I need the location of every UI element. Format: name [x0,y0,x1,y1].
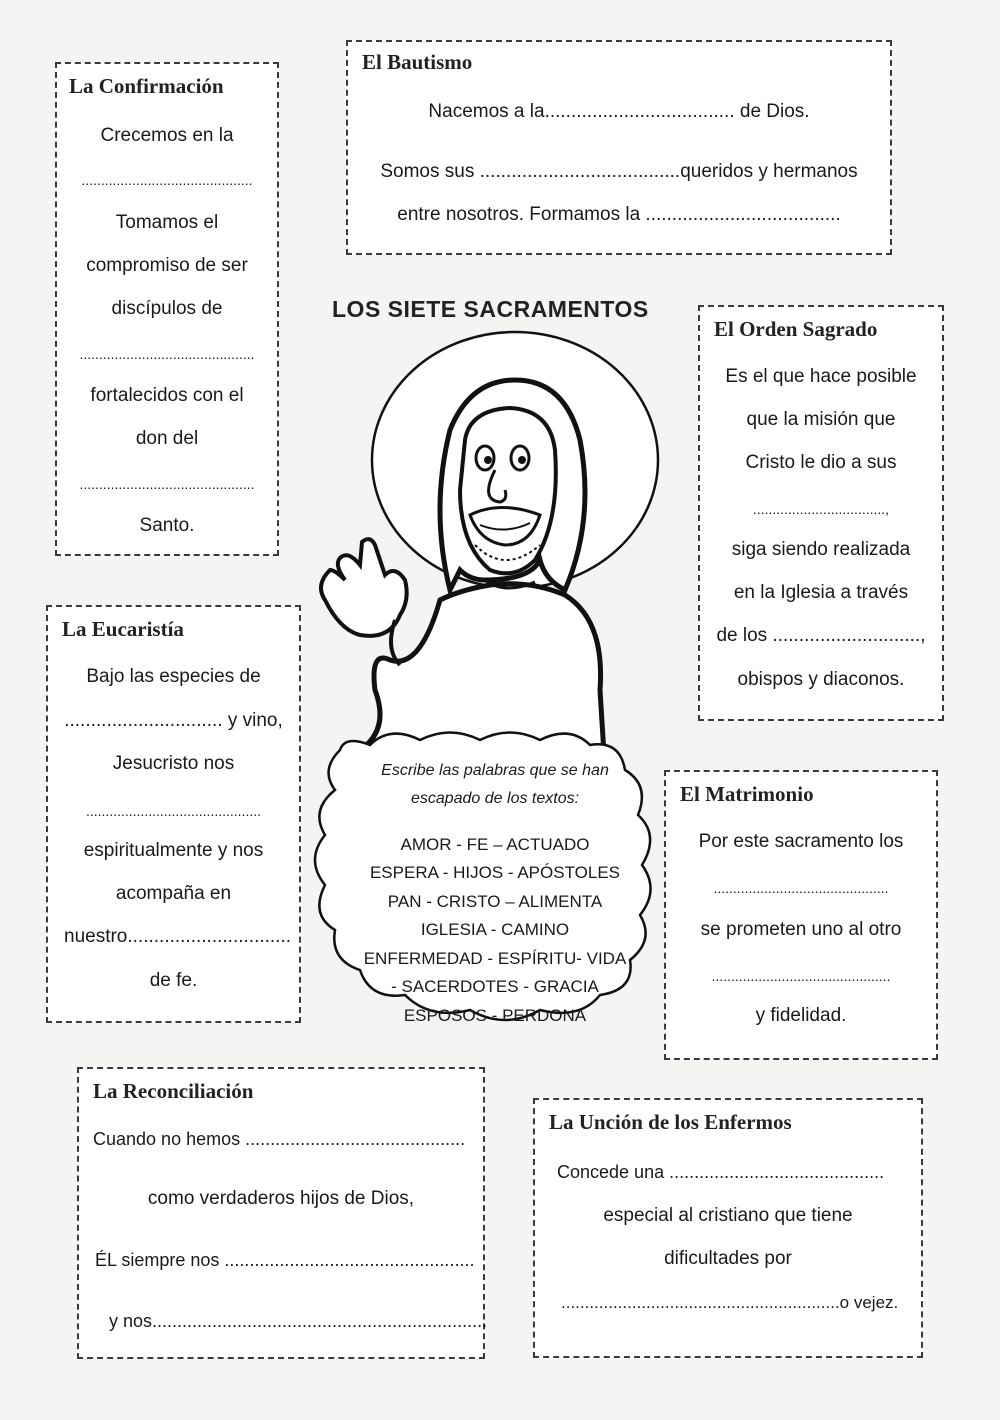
eucaristia-box [46,605,301,1023]
confirmacion-line: Crecemos en la [100,125,234,146]
word-bank-line: ESPERA - HIJOS - APÓSTOLES [369,863,621,882]
orden-line: obispos y diaconos. [737,669,905,690]
bautismo-line: Somos sus ......................................queridos y hermanos [380,161,858,182]
eucaristia-line: Bajo las especies de [86,666,261,687]
eucaristia-heading: La Eucaristía [62,617,184,641]
confirmacion-blank[interactable]: ............................................. [79,476,255,492]
matrimonio-heading: El Matrimonio [680,782,814,806]
eucaristia-blank[interactable]: nuestro............................... [64,926,292,947]
word-bank-line: ESPOSOS - PERDONA [403,1006,587,1025]
eucaristia-line: Jesucristo nos [112,753,235,774]
confirmacion-line: discípulos de [111,298,223,319]
eucaristia-blank[interactable]: ............................................. [85,803,262,819]
uncion-line[interactable]: Concede una ........................................... [557,1162,885,1182]
uncion-line: dificultades por [664,1248,792,1269]
reconciliacion-box [77,1067,488,1359]
matrimonio-line: se prometen uno al otro [700,919,902,940]
uncion-line[interactable]: ...........................................................o vejez. [561,1293,899,1312]
word-bank-line: - SACERDOTES - GRACIA [391,977,599,996]
confirmacion-line: Santo. [139,515,195,536]
matrimonio-line: Por este sacramento los [698,831,904,852]
orden-line: en la Iglesia a través [733,582,909,603]
orden-heading: El Orden Sagrado [714,317,878,341]
bautismo-box [346,40,892,255]
cloud-instruction: escapado de los textos: [410,790,580,807]
confirmacion-line: fortalecidos con el [90,385,244,406]
matrimonio-blank[interactable]: .............................................. [711,968,891,984]
eucaristia-blank[interactable]: .............................. y vino, [64,710,283,731]
matrimonio-line: y fidelidad. [755,1005,847,1026]
word-bank-line: IGLESIA - CAMINO [420,920,570,939]
word-bank-line: AMOR - FE – ACTUADO [400,835,590,854]
uncion-heading: La Unción de los Enfermos [549,1110,792,1134]
confirmacion-line: don del [135,428,199,449]
uncion-line: especial al cristiano que tiene [603,1205,853,1226]
eucaristia-line: de fe. [149,970,198,991]
bautismo-line: entre nosotros. Formamos la ..................................... [397,204,841,225]
reconciliacion-line[interactable]: Cuando no hemos ............................................ [93,1129,466,1149]
cloud-instruction: Escribe las palabras que se han [381,762,609,779]
bautismo-heading: El Bautismo [362,50,473,74]
matrimonio-blank[interactable]: ............................................. [713,880,889,896]
word-bank-line: PAN - CRISTO – ALIMENTA [387,892,603,911]
confirmacion-line: Tomamos el [115,212,219,233]
bautismo-line: Nacemos a la.................................... de Dios. [428,101,810,122]
uncion-box [533,1098,923,1358]
reconciliacion-line[interactable]: y nos................................................................... [109,1311,488,1331]
orden-line: siga siendo realizada [731,539,911,560]
orden-line: Cristo le dio a sus [745,452,897,473]
confirmacion-line: compromiso de ser [86,255,248,276]
confirmacion-heading: La Confirmación [69,74,224,98]
orden-line: que la misión que [746,409,896,430]
matrimonio-box [664,770,938,1060]
word-bank-line: ENFERMEDAD - ESPÍRITU- VIDA [363,949,627,968]
page-title: LOS SIETE SACRAMENTOS [332,296,649,322]
reconciliacion-line: como verdaderos hijos de Dios, [147,1188,415,1209]
confirmacion-box [55,62,279,556]
reconciliacion-line[interactable]: ÉL siempre nos .................................................. [95,1250,475,1270]
reconciliacion-heading: La Reconciliación [93,1079,254,1103]
orden-blank[interactable]: .................................., [752,501,890,517]
eucaristia-line: acompaña en [115,883,232,904]
cloud-text [325,760,665,1040]
confirmacion-blank[interactable]: ............................................ [81,172,253,188]
orden-line: Es el que hace posible [725,366,917,387]
orden-line: de los ............................, [716,625,926,646]
orden-box [698,305,944,721]
confirmacion-blank[interactable]: ............................................. [79,346,255,362]
eucaristia-line: espiritualmente y nos [83,840,264,861]
face-icon [460,408,556,573]
